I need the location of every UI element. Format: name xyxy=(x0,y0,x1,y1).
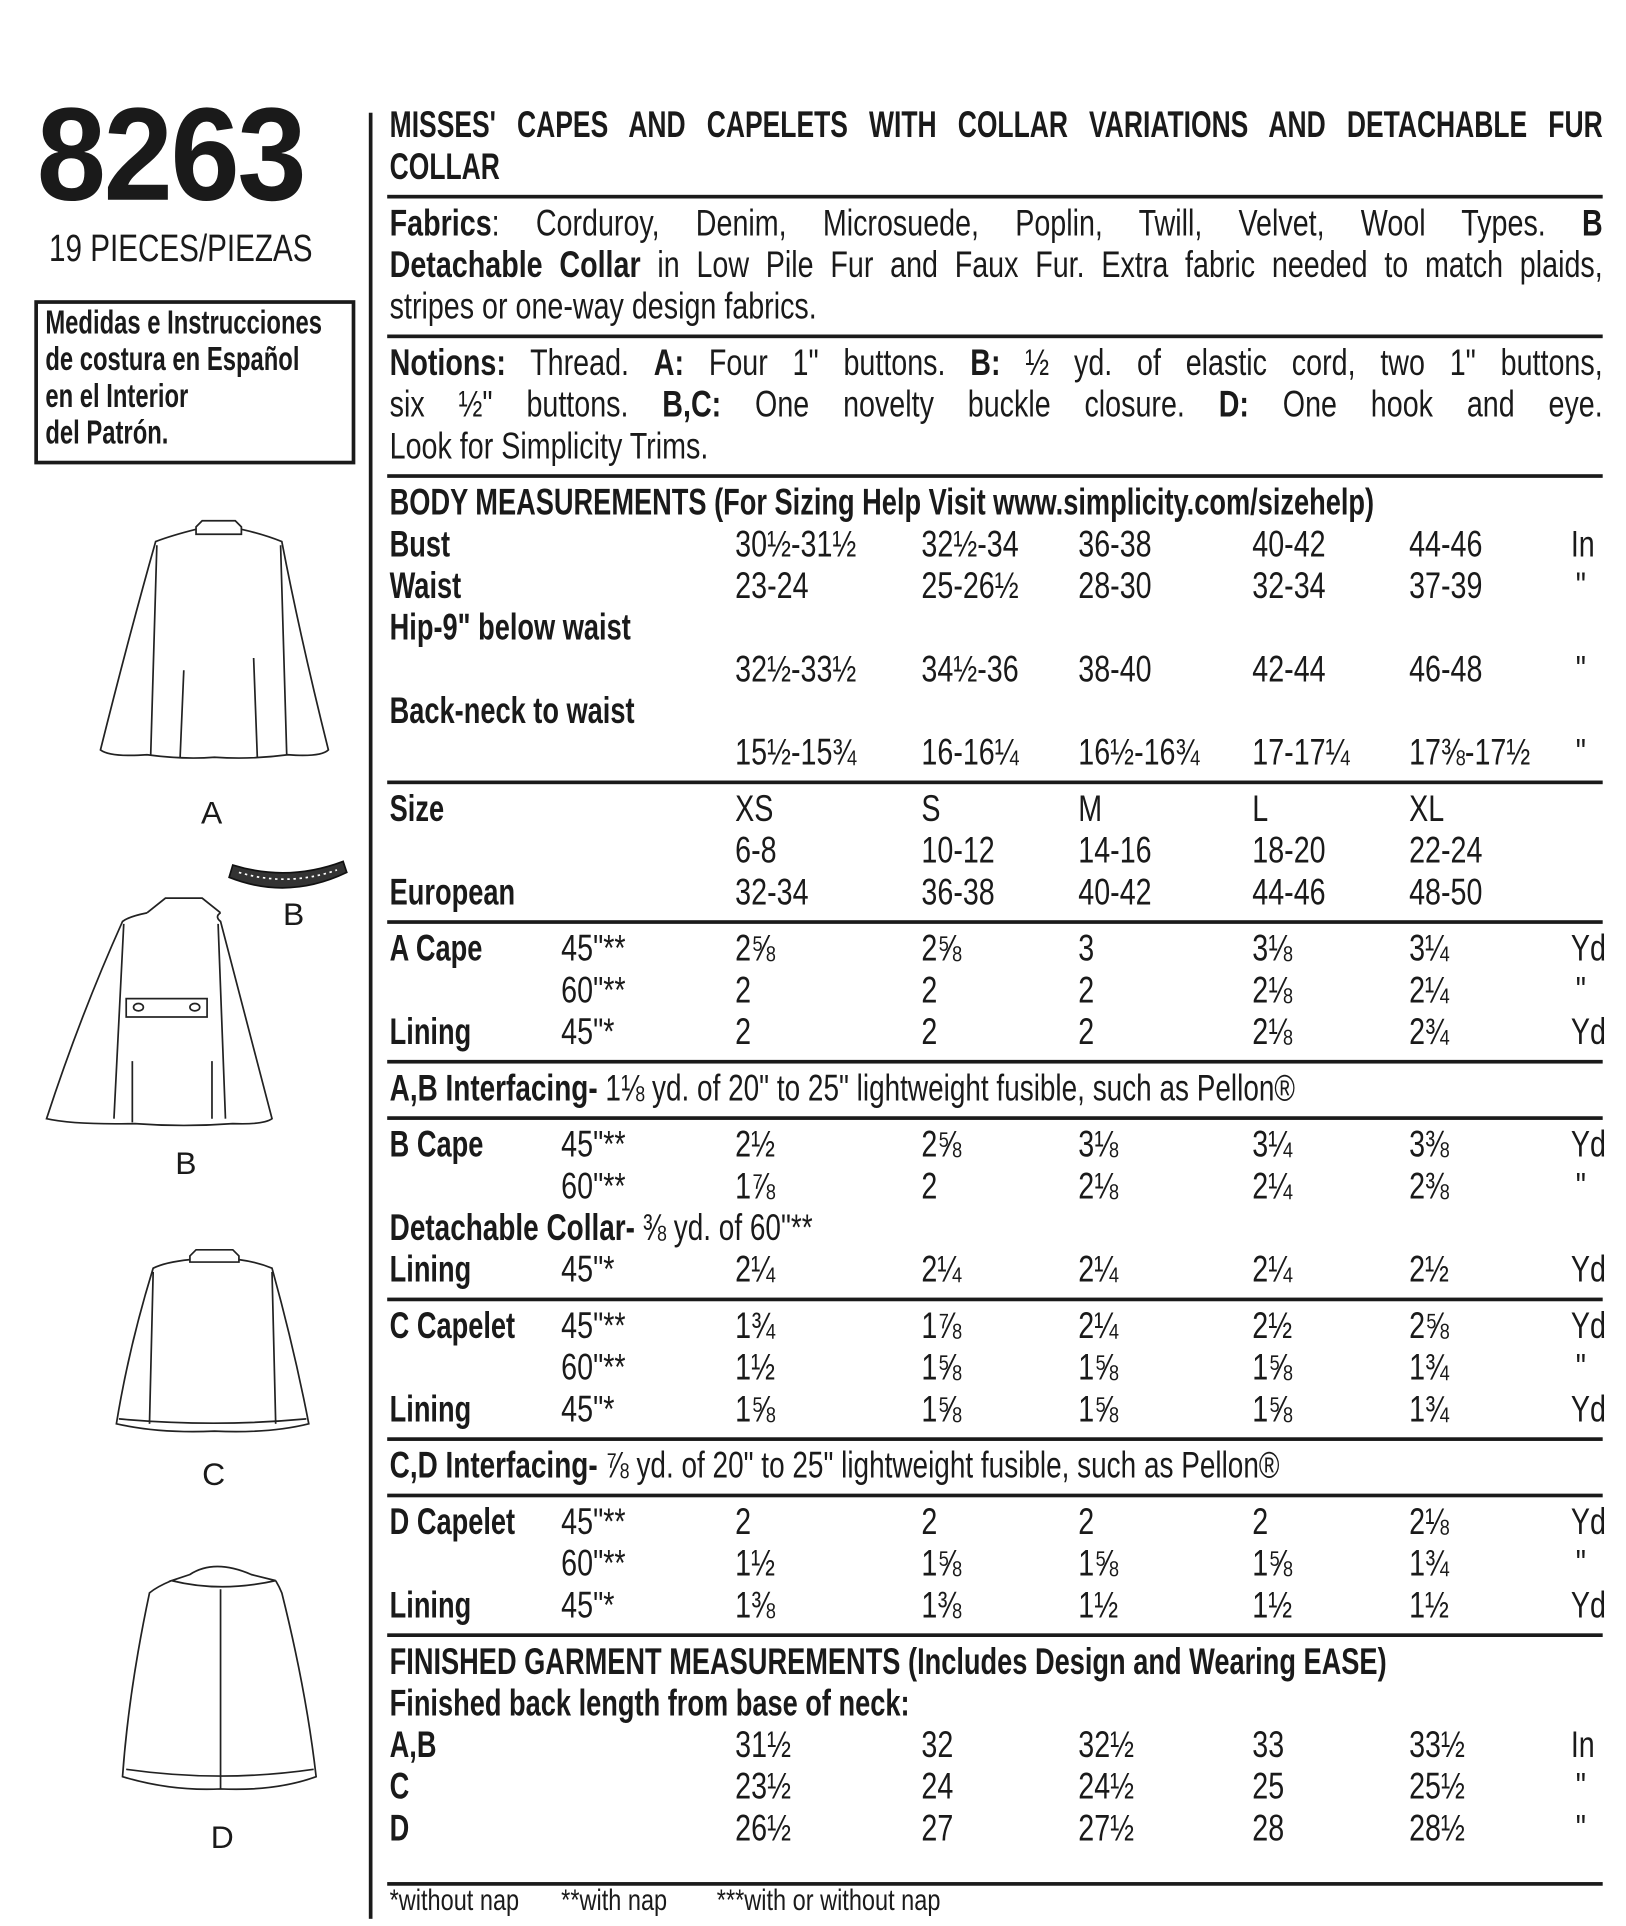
row-label-text: Detachable Collar- xyxy=(389,1208,635,1249)
row-note: ⅞ yd. of 20" to 25" lightweight fusible, such as Pellon® xyxy=(597,1445,1280,1487)
size-value: 1⅝ xyxy=(1252,1389,1293,1430)
fabric-width: 45"* xyxy=(561,1012,615,1053)
size-value: 46-48 xyxy=(1409,649,1483,690)
fabrics-text xyxy=(390,245,1603,287)
text-segment: stripes or one-way design fabrics. xyxy=(389,286,817,328)
row-label xyxy=(390,483,1374,525)
size-value: 2⅝ xyxy=(921,928,962,970)
size-value: M xyxy=(1078,789,1103,830)
row-label xyxy=(390,566,462,608)
section-rule xyxy=(387,474,1602,478)
table-row xyxy=(0,929,1626,971)
size-value: 6-8 xyxy=(735,830,777,872)
size-value: 1¾ xyxy=(1409,1347,1449,1389)
table-row xyxy=(0,1684,1626,1726)
size-value: 2¼ xyxy=(921,1249,962,1291)
size-value: 1⅞ xyxy=(921,1306,962,1347)
size-value: 1½ xyxy=(1078,1585,1119,1626)
size-value: 2 xyxy=(735,1502,752,1543)
unit: " xyxy=(1575,1166,1586,1207)
table-row xyxy=(0,1250,1626,1292)
size-value: 28 xyxy=(1252,1808,1285,1849)
row-label xyxy=(390,1502,515,1544)
row-label xyxy=(390,1250,472,1292)
text-segment: in Low Pile Fur and Faux Fur. Extra fabric needed to match plaids, xyxy=(640,245,1603,286)
size-value: 1⅝ xyxy=(1078,1347,1119,1389)
unit: Yd xyxy=(1570,1502,1606,1543)
row-label-text: Lining xyxy=(389,1389,472,1430)
notions-line xyxy=(0,426,1626,468)
size-value: 42-44 xyxy=(1252,649,1326,690)
size-value: 1⅝ xyxy=(921,1389,962,1430)
table-row xyxy=(0,1544,1626,1586)
notions-text xyxy=(390,385,1603,427)
bold-term: D: xyxy=(1218,384,1249,426)
table-row xyxy=(0,483,1626,525)
fabric-width: 60"** xyxy=(561,1543,626,1585)
section-rule xyxy=(387,1298,1602,1302)
table-row xyxy=(0,1445,1626,1493)
size-value: 3¼ xyxy=(1409,928,1449,970)
size-value: 1⅝ xyxy=(1078,1389,1119,1430)
row-label-text: BODY MEASUREMENTS (For Sizing Help Visit www.simplicity.com/sizehelp) xyxy=(389,482,1375,524)
size-value: 1⅝ xyxy=(921,1347,962,1389)
size-value: 1½ xyxy=(735,1347,776,1389)
unit: Yd xyxy=(1570,1585,1606,1626)
table-row xyxy=(0,970,1626,1012)
size-value: 1½ xyxy=(1252,1585,1293,1626)
fabric-width: 60"** xyxy=(561,1347,626,1389)
row-label xyxy=(390,1725,437,1767)
section-rule xyxy=(387,1437,1602,1441)
unit: Yd xyxy=(1570,1389,1606,1430)
row-label-text: Hip-9" below waist xyxy=(389,607,631,649)
row-label-text: D xyxy=(389,1808,410,1849)
size-value: 25½ xyxy=(1409,1766,1465,1808)
view-label-d: D xyxy=(210,1818,234,1856)
size-value: 28½ xyxy=(1409,1808,1465,1849)
size-value: 33½ xyxy=(1409,1725,1465,1766)
size-value: 2⅝ xyxy=(921,1124,962,1166)
unit: " xyxy=(1575,970,1586,1011)
row-label xyxy=(390,1125,484,1167)
fabrics-line xyxy=(0,203,1626,245)
text-segment: Four 1" buttons. xyxy=(684,343,971,384)
size-value: 36-38 xyxy=(921,872,995,913)
size-value: 2¼ xyxy=(1078,1306,1119,1347)
unit: Yd xyxy=(1570,1012,1606,1053)
size-value: 3 xyxy=(1078,928,1095,970)
row-label-text: FINISHED GARMENT MEASUREMENTS (Includes Design and Wearing EASE) xyxy=(389,1641,1387,1683)
fabric-width: 45"* xyxy=(561,1249,615,1291)
size-value: 16½-16¾ xyxy=(1078,732,1200,774)
size-value: 44-46 xyxy=(1252,872,1326,913)
unit: Yd xyxy=(1570,1249,1606,1291)
size-value: 32½-33½ xyxy=(735,649,857,690)
table-row xyxy=(0,1012,1626,1054)
size-value: 25 xyxy=(1252,1766,1285,1808)
section-rule xyxy=(387,1060,1602,1064)
text-segment: ½ yd. of elastic cord, two 1" buttons, xyxy=(1000,343,1603,384)
fabric-width: 45"** xyxy=(561,1306,626,1347)
size-value: 2⅛ xyxy=(1252,970,1293,1011)
row-label xyxy=(390,872,515,914)
size-value: 27½ xyxy=(1078,1808,1135,1849)
size-value: 33 xyxy=(1252,1725,1285,1766)
fabric-width: 60"** xyxy=(561,970,626,1011)
size-value: 3⅜ xyxy=(1409,1124,1449,1166)
size-value: 2½ xyxy=(1409,1249,1449,1291)
table-row xyxy=(0,1502,1626,1544)
table-row xyxy=(0,1586,1626,1628)
size-value: 2¼ xyxy=(735,1249,776,1291)
size-value: 2⅛ xyxy=(1078,1166,1119,1207)
row-label-text: Size xyxy=(389,789,445,830)
row-label-text: Lining xyxy=(389,1249,472,1291)
table-row xyxy=(0,1068,1626,1110)
size-value: 32-34 xyxy=(1252,566,1326,607)
size-value: 1½ xyxy=(735,1543,776,1585)
view-label-b: B xyxy=(175,1144,197,1182)
size-value: 32 xyxy=(921,1725,954,1766)
table-row xyxy=(0,1125,1626,1167)
unit: " xyxy=(1575,732,1586,774)
notions-line xyxy=(0,340,1626,385)
size-value: 2¼ xyxy=(1078,1249,1119,1291)
bold-term: Detachable Collar xyxy=(389,245,641,286)
size-value: 1¾ xyxy=(735,1306,776,1347)
size-value: 18-20 xyxy=(1252,830,1326,872)
row-label xyxy=(390,1306,515,1348)
row-label-text: D Capelet xyxy=(389,1502,516,1543)
size-value: 40-42 xyxy=(1078,872,1152,913)
size-value: 37-39 xyxy=(1409,566,1483,607)
title-line xyxy=(0,105,1626,147)
size-value: 25-26½ xyxy=(921,566,1019,607)
size-value: 2¼ xyxy=(1409,970,1449,1011)
size-value: 34½-36 xyxy=(921,649,1019,690)
size-value: 2½ xyxy=(1252,1306,1293,1347)
text-segment: One hook and eye. xyxy=(1248,384,1603,426)
text-segment: Thread. xyxy=(505,343,654,384)
unit: In xyxy=(1570,1725,1595,1766)
table-row xyxy=(0,872,1626,914)
size-value: S xyxy=(921,789,941,830)
row-label-text: Bust xyxy=(389,524,451,565)
unit: Yd xyxy=(1570,1124,1606,1166)
size-value: 2½ xyxy=(735,1124,776,1166)
table-row xyxy=(0,1767,1626,1809)
size-value: 2 xyxy=(735,1012,752,1053)
pattern-number: 8263 xyxy=(36,79,305,228)
spanish-note-line: de costura en Español xyxy=(45,340,300,378)
size-value: 2¼ xyxy=(1252,1166,1293,1207)
row-label xyxy=(390,1642,1387,1684)
table-row xyxy=(0,831,1626,873)
fabrics-text xyxy=(390,203,1603,245)
size-value: 3¼ xyxy=(1252,1124,1293,1166)
section-rule xyxy=(387,335,1602,339)
size-value: 2⅝ xyxy=(735,928,776,970)
row-label xyxy=(390,1208,813,1250)
footnote: *without nap xyxy=(389,1884,520,1918)
footnote: **with nap xyxy=(561,1884,668,1918)
size-value: 2 xyxy=(921,1166,938,1207)
row-label xyxy=(390,789,444,831)
size-value: 2 xyxy=(735,970,752,1011)
size-value: L xyxy=(1252,789,1269,830)
size-value: 1⅜ xyxy=(735,1585,776,1626)
size-value: 32-34 xyxy=(735,872,809,913)
size-value: 3⅛ xyxy=(1078,1124,1119,1166)
fabric-width: 45"** xyxy=(561,1502,626,1543)
size-value: 2⅛ xyxy=(1409,1502,1449,1543)
size-value: 2 xyxy=(1252,1502,1269,1543)
unit: Yd xyxy=(1570,1306,1606,1347)
spanish-note-line: del Patrón. xyxy=(45,414,169,451)
spanish-note-line: Medidas e Instrucciones xyxy=(45,303,323,341)
table-row xyxy=(0,566,1626,608)
row-label xyxy=(390,1767,410,1809)
size-value: 2 xyxy=(1078,970,1095,1011)
row-label-text: A,B xyxy=(389,1725,437,1766)
size-value: 44-46 xyxy=(1409,524,1483,565)
table-row xyxy=(0,1808,1626,1856)
row-label xyxy=(390,1068,1295,1110)
bold-term: A: xyxy=(653,343,685,384)
section-rule xyxy=(387,920,1602,924)
size-value: 2⅜ xyxy=(1409,1166,1449,1207)
row-label-text: Finished back length from base of neck: xyxy=(389,1683,910,1724)
text-segment: : Corduroy, Denim, Microsuede, Poplin, Twill, Velvet, Wool Types. xyxy=(491,203,1582,244)
view-label-b-collar: B xyxy=(283,895,305,933)
fabric-width: 45"* xyxy=(561,1389,615,1430)
size-value: 16-16¼ xyxy=(921,732,1019,774)
size-value: 2⅝ xyxy=(1409,1306,1449,1347)
section-rule xyxy=(387,1633,1602,1637)
unit: " xyxy=(1575,566,1586,607)
size-value: 1⅜ xyxy=(921,1585,962,1626)
row-label xyxy=(390,691,635,733)
size-value: 28-30 xyxy=(1078,566,1152,607)
table-row xyxy=(0,1306,1626,1348)
fabric-width: 45"** xyxy=(561,928,626,970)
row-label-text: C Capelet xyxy=(389,1306,516,1347)
size-value: 1½ xyxy=(1409,1585,1449,1626)
size-value: 27 xyxy=(921,1808,954,1849)
section-rule xyxy=(387,1116,1602,1120)
view-label-a: A xyxy=(200,793,223,831)
size-value: 17-17¼ xyxy=(1252,732,1350,774)
size-value: 23-24 xyxy=(735,566,809,607)
page-title: MISSES' CAPES AND CAPELETS WITH COLLAR VARIATIONS AND DETACHABLE FUR xyxy=(389,105,1603,146)
row-label xyxy=(390,929,483,971)
size-value: 24½ xyxy=(1078,1766,1135,1808)
size-value: 1⅝ xyxy=(735,1389,776,1430)
row-label-text: B Cape xyxy=(389,1124,484,1166)
size-value: 2 xyxy=(921,970,938,1011)
bold-term: B: xyxy=(970,343,1001,384)
size-value: 32½ xyxy=(1078,1725,1135,1766)
size-value: 10-12 xyxy=(921,830,995,872)
view-label-c: C xyxy=(202,1455,226,1493)
unit: " xyxy=(1575,649,1586,690)
notions-text xyxy=(390,343,1603,385)
row-label xyxy=(390,1586,472,1628)
row-label-text: Waist xyxy=(389,566,462,607)
size-value: 3⅛ xyxy=(1252,928,1293,970)
text-segment: One novelty buckle closure. xyxy=(721,384,1219,426)
table-row xyxy=(0,1208,1626,1250)
row-label xyxy=(390,524,450,566)
table-row xyxy=(0,524,1626,566)
size-value: 2¾ xyxy=(1409,1012,1449,1053)
size-value: 48-50 xyxy=(1409,872,1483,913)
piece-count: 19 PIECES/PIEZAS xyxy=(49,226,313,270)
text-segment: Look for Simplicity Trims. xyxy=(389,426,709,467)
section-rule xyxy=(387,1494,1602,1498)
table-row xyxy=(0,691,1626,733)
title-line xyxy=(0,147,1626,189)
spanish-note-line: en el Interior xyxy=(45,377,189,415)
bold-term: B,C: xyxy=(662,384,722,426)
fabric-width: 45"* xyxy=(561,1585,615,1626)
fabrics-line xyxy=(0,245,1626,287)
bold-term: B xyxy=(1581,203,1603,244)
unit: " xyxy=(1575,1766,1586,1808)
size-value: 31½ xyxy=(735,1725,791,1766)
fabric-width: 45"** xyxy=(561,1124,626,1166)
unit: " xyxy=(1575,1543,1586,1585)
size-value: 26½ xyxy=(735,1808,791,1849)
row-label-text: A Cape xyxy=(389,928,483,970)
fabric-width: 60"** xyxy=(561,1166,626,1207)
section-rule xyxy=(387,195,1602,199)
row-label-text: C,D Interfacing- xyxy=(389,1445,598,1487)
unit: " xyxy=(1575,1347,1586,1389)
footnote: ***with or without nap xyxy=(716,1884,941,1918)
table-row xyxy=(0,1642,1626,1684)
size-value: 1⅝ xyxy=(1252,1347,1293,1389)
page-title: COLLAR xyxy=(389,147,500,188)
row-label xyxy=(390,1389,472,1431)
notions-line xyxy=(0,385,1626,427)
size-value: 2 xyxy=(1078,1502,1095,1543)
size-value: 2⅛ xyxy=(1252,1012,1293,1053)
unit: " xyxy=(1575,1808,1586,1849)
size-value: 1⅝ xyxy=(921,1543,962,1585)
text-segment: six ½" buttons. xyxy=(389,384,663,426)
unit: In xyxy=(1570,524,1595,565)
size-value: 1⅞ xyxy=(735,1166,776,1207)
table-row xyxy=(0,649,1626,691)
size-value: 1¾ xyxy=(1409,1543,1449,1585)
size-value: 2¼ xyxy=(1252,1249,1293,1291)
row-label-text: C xyxy=(389,1766,410,1808)
table-row xyxy=(0,1389,1626,1431)
size-value: 2 xyxy=(921,1012,938,1053)
size-value: 15½-15¾ xyxy=(735,732,857,774)
notions-text xyxy=(390,426,1603,468)
row-label-text: Back-neck to waist xyxy=(389,691,635,732)
row-label-text: European xyxy=(389,872,516,913)
size-value: 36-38 xyxy=(1078,524,1152,565)
row-label-text: A,B Interfacing- xyxy=(389,1068,598,1109)
row-label-text: Lining xyxy=(389,1585,472,1626)
row-label xyxy=(390,1446,1280,1488)
size-value: XL xyxy=(1409,789,1445,830)
fabrics-text xyxy=(390,287,1603,329)
size-value: 38-40 xyxy=(1078,649,1152,690)
size-value: 24 xyxy=(921,1766,954,1808)
unit: Yd xyxy=(1570,928,1606,970)
bold-term: Notions: xyxy=(389,343,506,384)
table-row xyxy=(0,1725,1626,1767)
table-row xyxy=(0,1166,1626,1208)
row-label xyxy=(390,1012,472,1054)
table-row xyxy=(0,789,1626,831)
size-value: 30½-31½ xyxy=(735,524,857,565)
size-value: 23½ xyxy=(735,1766,791,1808)
table-row xyxy=(0,1348,1626,1390)
footnotes xyxy=(0,1881,1626,1923)
size-value: 1⅝ xyxy=(1252,1543,1293,1585)
size-value: 1¾ xyxy=(1409,1389,1449,1430)
size-value: 2 xyxy=(1078,1012,1095,1053)
size-value: 1⅝ xyxy=(1078,1543,1119,1585)
row-label xyxy=(390,608,631,650)
fabrics-line xyxy=(0,287,1626,329)
size-value: 22-24 xyxy=(1409,830,1483,872)
size-value: XS xyxy=(735,789,774,830)
row-label-text: Lining xyxy=(389,1012,472,1053)
bold-term: Fabrics xyxy=(389,203,492,244)
size-value: 2 xyxy=(921,1502,938,1543)
section-rule xyxy=(387,781,1602,785)
row-note: ⅜ yd. of 60"** xyxy=(634,1208,813,1249)
size-value: 17⅜-17½ xyxy=(1409,732,1531,774)
size-value: 32½-34 xyxy=(921,524,1019,565)
row-note: 1⅛ yd. of 20" to 25" lightweight fusible, such as Pellon® xyxy=(597,1068,1295,1109)
size-value: 14-16 xyxy=(1078,830,1152,872)
row-label xyxy=(390,1684,910,1726)
row-label xyxy=(390,1809,410,1851)
size-value: 40-42 xyxy=(1252,524,1326,565)
table-row xyxy=(0,733,1626,775)
table-row xyxy=(0,608,1626,650)
